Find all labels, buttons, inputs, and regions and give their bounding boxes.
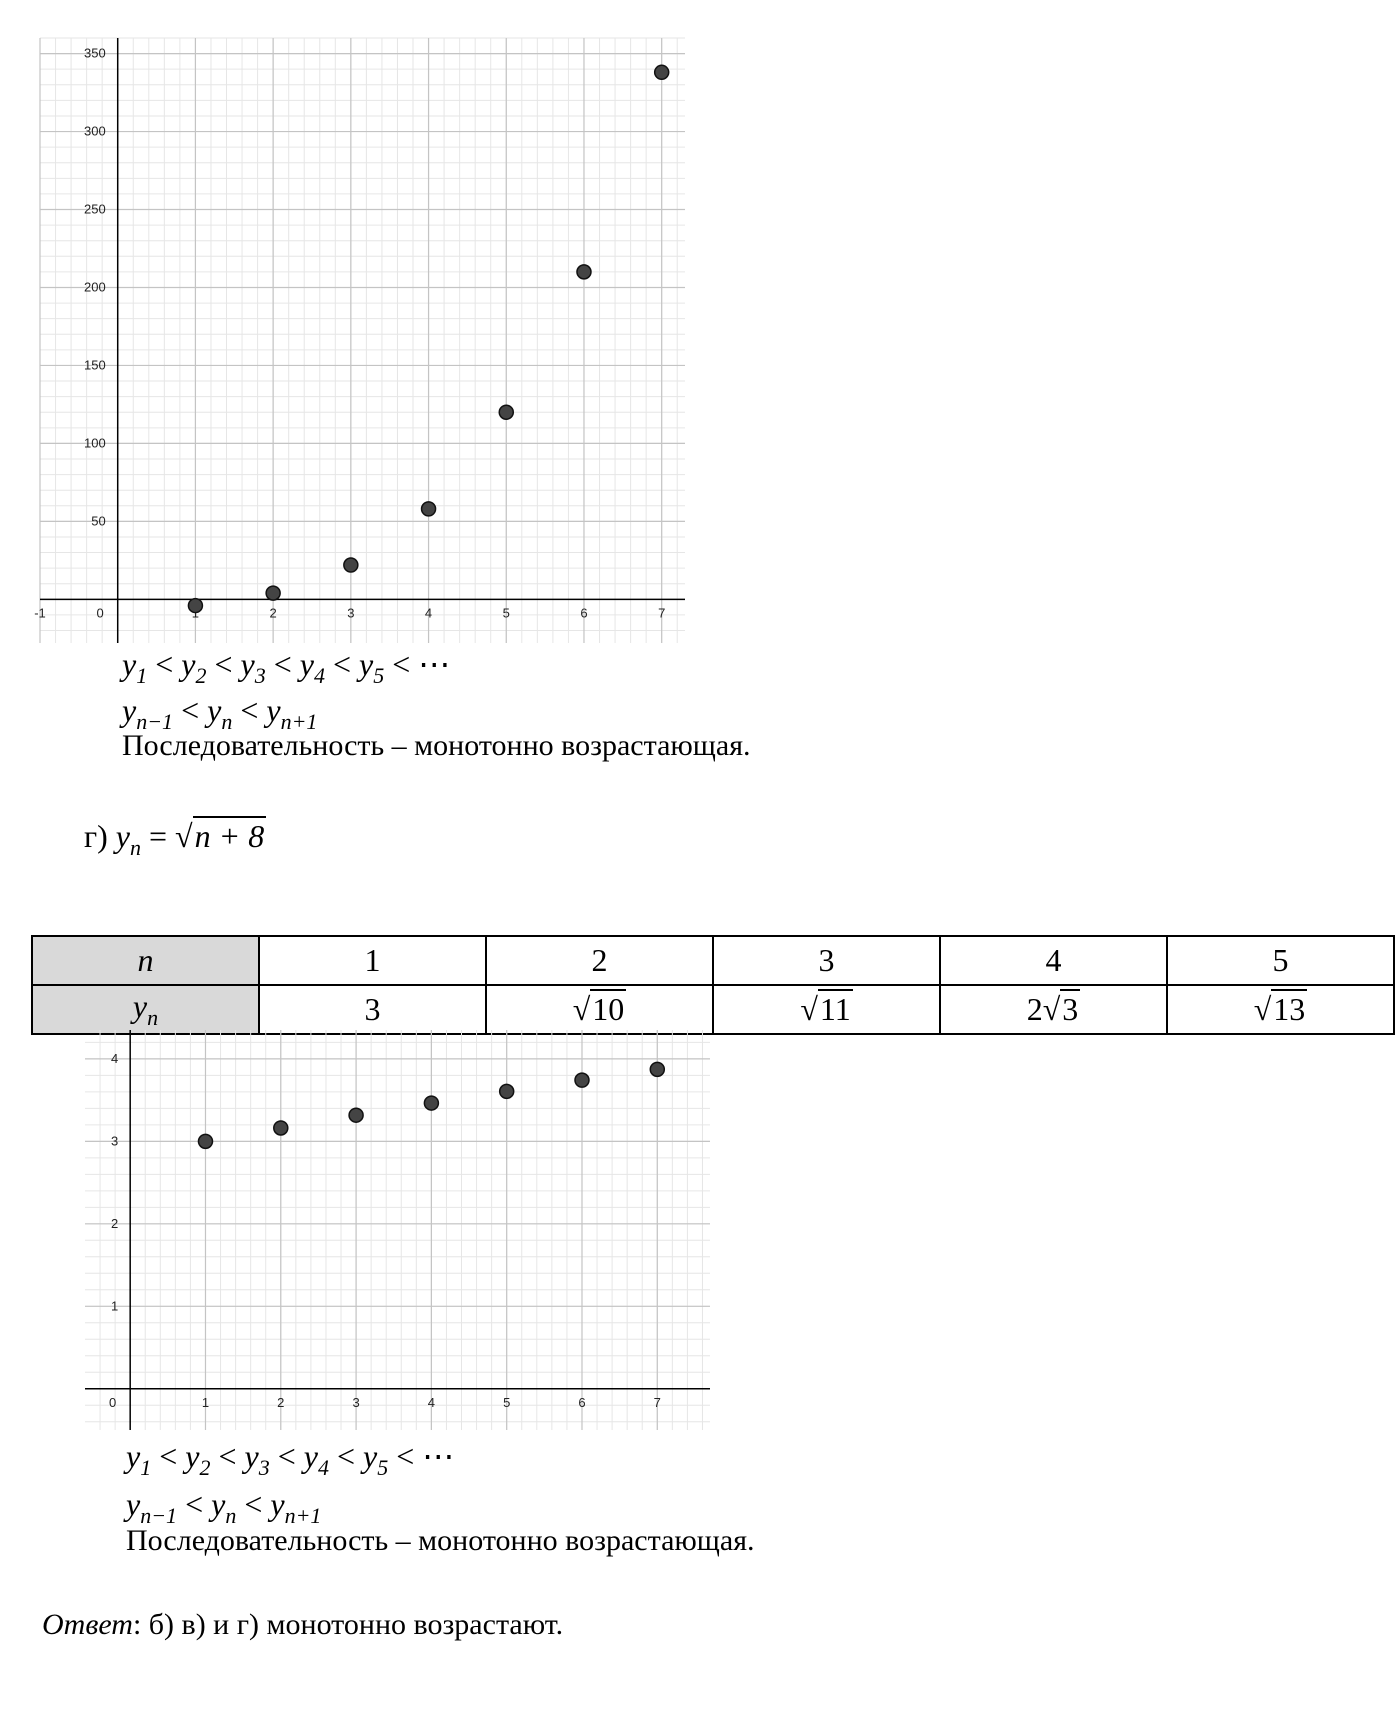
x-tick-label: 4: [427, 1394, 436, 1410]
table-cell: 2: [486, 936, 713, 985]
part-g-formula: г) $y_n = √n + 8$: [84, 818, 265, 860]
chart-cubic-sequence: [34, 38, 685, 643]
table-cell: √13: [1167, 985, 1394, 1034]
x-tick-label: 2: [277, 1394, 285, 1410]
seq1-inequality-chain: $y_1 < y_2 < y_3 < y_4 < y_5$ < ⋯: [122, 646, 451, 688]
x-tick-label: 5: [503, 1394, 511, 1410]
table-row: [32, 936, 1394, 985]
data-point: [577, 265, 591, 279]
data-point: [188, 599, 202, 613]
table-cell: 3: [259, 985, 486, 1034]
grid: [40, 38, 685, 643]
y-tick-label: 50: [91, 513, 106, 529]
grid: [85, 1030, 710, 1430]
y-tick-label: 300: [84, 123, 106, 139]
data-point: [266, 586, 280, 600]
table-cell: 3: [713, 936, 940, 985]
table-cell: 5: [1167, 936, 1394, 985]
table-cell: 4: [940, 936, 1167, 985]
seq1-general-inequality: $y_{n-1} < y_n < y_{n+1}$: [122, 692, 318, 734]
seq2-conclusion: Последовательность – монотонно возрастающая.: [126, 1524, 755, 1557]
data-point: [198, 1134, 212, 1148]
y-tick-label: 1: [110, 1298, 119, 1314]
seq2-general-inequality: $y_{n-1} < y_n < y_{n+1}$: [126, 1486, 322, 1528]
x-tick-label: 6: [578, 1394, 586, 1410]
data-point: [500, 1084, 514, 1098]
chart2-svg: [85, 1030, 710, 1430]
y-tick-label: 100: [84, 435, 106, 451]
table-header-n: n: [32, 936, 259, 985]
x-tick-label: 3: [352, 1394, 360, 1410]
y-tick-label: 200: [84, 279, 106, 295]
table-row: [32, 985, 1394, 1034]
answer-text: : б) в) и г) монотонно возрастают.: [132, 1608, 564, 1641]
x-tick-label: 4: [424, 605, 433, 621]
answer: [42, 1610, 563, 1640]
x-tick-label: 5: [502, 605, 510, 621]
origin-label: 0: [96, 605, 104, 621]
y-tick-label: 3: [110, 1133, 119, 1149]
x-tick-label: 3: [347, 605, 355, 621]
data-point: [575, 1073, 589, 1087]
origin-label: 0: [108, 1394, 117, 1410]
y-tick-label: 2: [110, 1215, 119, 1231]
data-point: [499, 405, 513, 419]
y-tick-label: 250: [84, 201, 106, 217]
data-point: [422, 502, 436, 516]
y-tick-label: 150: [84, 357, 106, 373]
table-cell: 2√3: [940, 985, 1167, 1034]
x-tick-label: 2: [269, 605, 277, 621]
x-tick-label: 6: [580, 605, 588, 621]
data-point: [344, 558, 358, 572]
y-tick-label: 4: [110, 1050, 119, 1066]
table-cell: √10: [486, 985, 713, 1034]
chart-sqrt-sequence: [85, 1030, 710, 1430]
data-point: [349, 1108, 363, 1122]
seq1-conclusion: Последовательность – монотонно возрастающая.: [122, 729, 751, 762]
data-point: [424, 1096, 438, 1110]
x-tick-label: 1: [201, 1394, 210, 1410]
answer-label: Ответ: [42, 1608, 133, 1641]
data-point: [274, 1121, 288, 1135]
table-header-yn: $y_n$: [32, 985, 259, 1034]
table-cell: √11: [713, 985, 940, 1034]
x-tick-label: -1: [34, 605, 46, 621]
x-tick-label: 7: [658, 605, 666, 621]
chart1-svg: [34, 38, 685, 643]
x-tick-label: 7: [653, 1394, 661, 1410]
data-point: [650, 1062, 664, 1076]
seq2-inequality-chain: $y_1 < y_2 < y_3 < y_4 < y_5$ < ⋯: [126, 1438, 455, 1480]
y-tick-label: 350: [84, 45, 106, 61]
values-table: [31, 935, 1395, 1035]
table-cell: 1: [259, 936, 486, 985]
data-point: [655, 65, 669, 79]
